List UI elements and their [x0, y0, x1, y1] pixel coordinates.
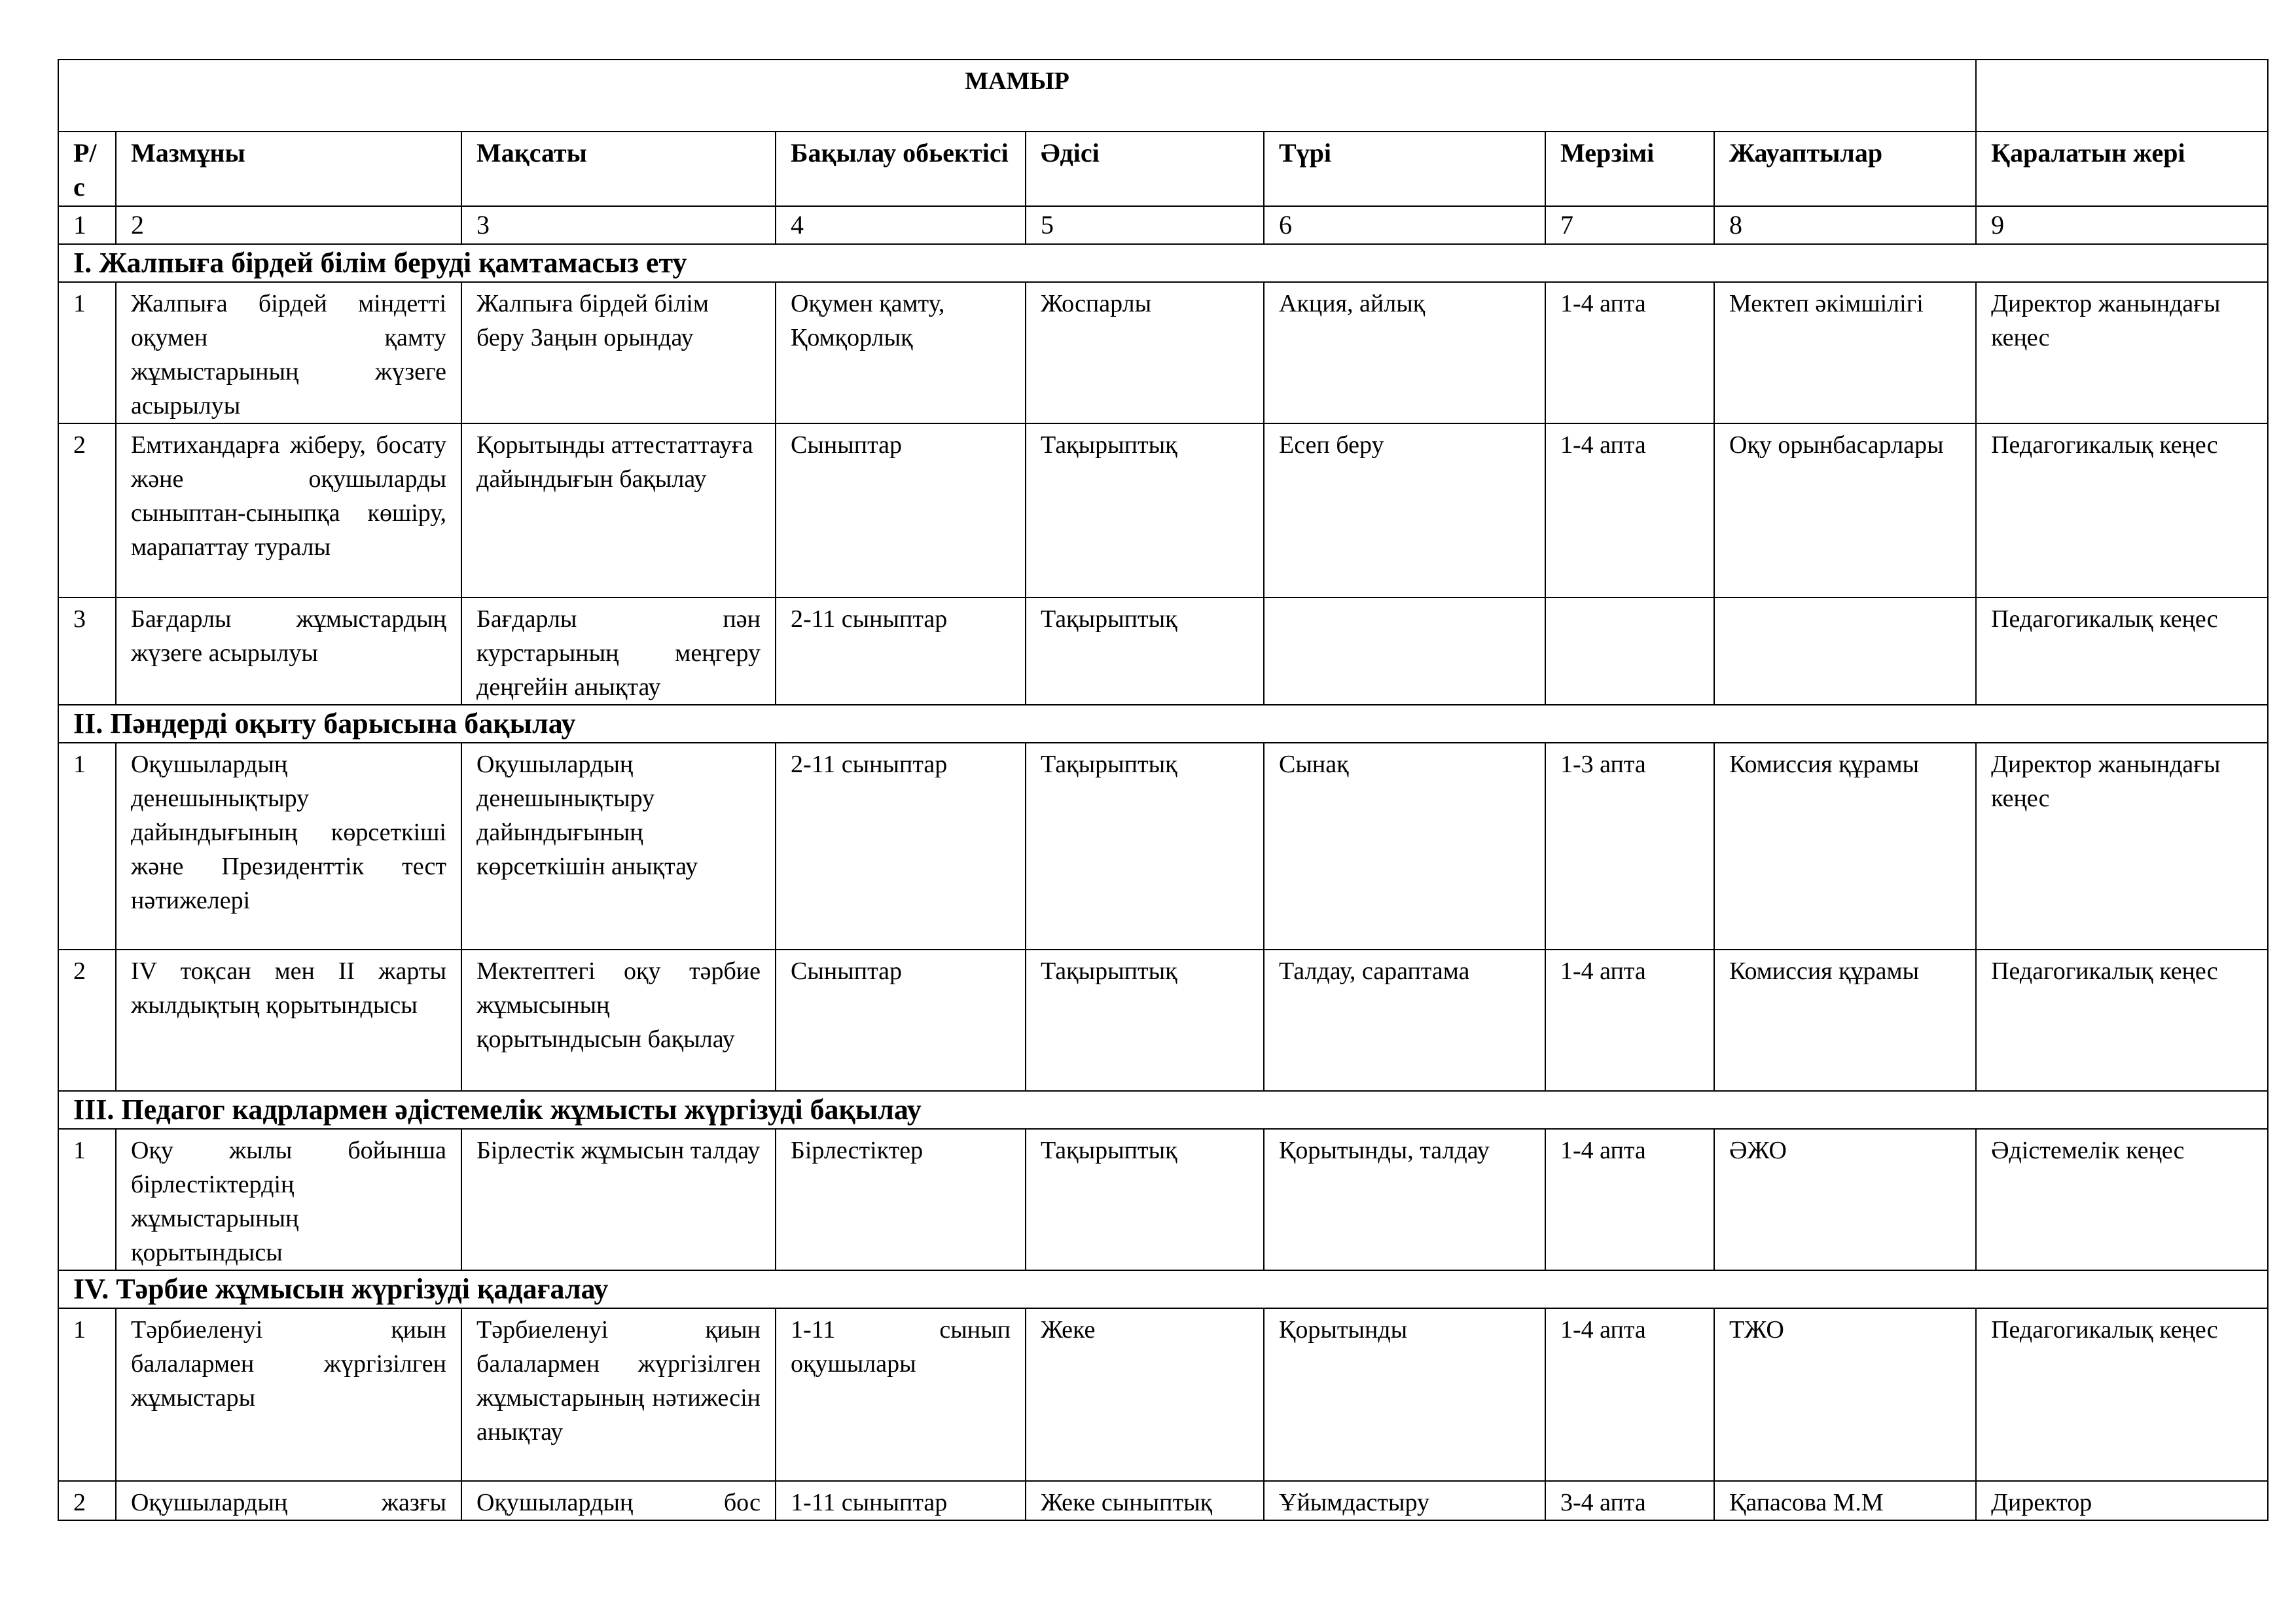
row-goal: Оқушылардың денешынықтыру дайындығының көрсеткішін анықтау: [461, 743, 776, 950]
row-goal: Бағдарлы пән курстарының меңгеру деңгейін анықтау: [461, 597, 776, 705]
row-type: [1264, 597, 1545, 705]
row-term: 1-4 апта: [1545, 1308, 1714, 1481]
row-content: Оқу жылы бойынша бірлестіктердің жұмыстарының қорытындысы: [116, 1129, 461, 1270]
header-content: Мазмұны: [116, 132, 461, 206]
header-method: Әдісі: [1026, 132, 1264, 206]
table-row: [58, 950, 2268, 1091]
column-number: 2: [116, 206, 461, 244]
row-method: Жеке сыныптық: [1026, 1481, 1264, 1520]
section-title: ІV. Тәрбие жұмысын жүргізуді қадағалау: [58, 1270, 2268, 1308]
row-place: Директор жанындағы кеңес: [1976, 282, 2268, 423]
row-term: 1-3 апта: [1545, 743, 1714, 950]
row-content: Жалпыға бірдей міндетті оқумен қамту жұмыстарының жүзеге асырылуы: [116, 282, 461, 423]
row-number: 1: [58, 1129, 116, 1270]
column-number: 7: [1545, 206, 1714, 244]
row-number: 2: [58, 950, 116, 1091]
row-content: Тәрбиеленуі қиын балалармен жүргізілген жұмыстары: [116, 1308, 461, 1481]
row-responsible: Мектеп әкімшілігі: [1714, 282, 1976, 423]
row-place: Педагогикалық кеңес: [1976, 423, 2268, 597]
row-term: 1-4 апта: [1545, 282, 1714, 423]
row-goal: Қорытынды аттестаттауға дайындығын бақылау: [461, 423, 776, 597]
row-term: 1-4 апта: [1545, 1129, 1714, 1270]
row-term: 3-4 апта: [1545, 1481, 1714, 1520]
row-type: Талдау, сараптама: [1264, 950, 1545, 1091]
row-type: Есеп беру: [1264, 423, 1545, 597]
row-content: Оқушылардың жазғы: [116, 1481, 461, 1520]
row-responsible: ӘЖО: [1714, 1129, 1976, 1270]
column-number: 3: [461, 206, 776, 244]
column-number: 5: [1026, 206, 1264, 244]
column-number: 4: [776, 206, 1026, 244]
header-num: Р/с: [58, 132, 116, 206]
row-place: Педагогикалық кеңес: [1976, 950, 2268, 1091]
row-method: Жоспарлы: [1026, 282, 1264, 423]
section-title: ІІІ. Педагог кадрлармен әдістемелік жұмысты жүргізуді бақылау: [58, 1091, 2268, 1129]
row-type: Ұйымдастыру: [1264, 1481, 1545, 1520]
row-place: Директор: [1976, 1481, 2268, 1520]
row-responsible: Қапасова М.М: [1714, 1481, 1976, 1520]
column-number: 1: [58, 206, 116, 244]
row-type: Қорытынды, талдау: [1264, 1129, 1545, 1270]
column-number: 6: [1264, 206, 1545, 244]
month-row-blank-cell: [1976, 60, 2268, 132]
row-goal: Бірлестік жұмысын талдау: [461, 1129, 776, 1270]
row-term: 1-4 апта: [1545, 950, 1714, 1091]
table-row: [58, 423, 2268, 597]
row-place: Педагогикалық кеңес: [1976, 1308, 2268, 1481]
row-content: Бағдарлы жұмыстардың жүзеге асырылуы: [116, 597, 461, 705]
row-method: Тақырыптық: [1026, 423, 1264, 597]
row-method: Тақырыптық: [1026, 743, 1264, 950]
row-object: Сыныптар: [776, 423, 1026, 597]
row-object: Оқумен қамту, Қомқорлық: [776, 282, 1026, 423]
row-type: Акция, айлық: [1264, 282, 1545, 423]
row-number: 2: [58, 1481, 116, 1520]
section-row: [58, 244, 2268, 282]
section-title: І. Жалпыға бірдей білім беруді қамтамасыз ету: [58, 244, 2268, 282]
control-plan-table: [58, 59, 2269, 1521]
row-object: 2-11 сыныптар: [776, 743, 1026, 950]
row-goal: Жалпыға бірдей білім беру Заңын орындау: [461, 282, 776, 423]
column-number-row: [58, 206, 2268, 244]
table-row: [58, 282, 2268, 423]
row-content: ІV тоқсан мен ІІ жарты жылдықтың қорытындысы: [116, 950, 461, 1091]
row-place: Директор жанындағы кеңес: [1976, 743, 2268, 950]
section-row: [58, 1270, 2268, 1308]
row-method: Тақырыптық: [1026, 597, 1264, 705]
header-type: Түрі: [1264, 132, 1545, 206]
row-object: 1-11 сыныптар: [776, 1481, 1026, 1520]
header-responsible: Жауаптылар: [1714, 132, 1976, 206]
row-place: Әдістемелік кеңес: [1976, 1129, 2268, 1270]
row-number: 1: [58, 743, 116, 950]
row-method: Тақырыптық: [1026, 950, 1264, 1091]
row-goal: Тәрбиеленуі қиын балалармен жүргізілген жұмыстарының нәтижесін анықтау: [461, 1308, 776, 1481]
row-content: Оқушылардың денешынықтыру дайындығының көрсеткіші және Президенттік тест нәтижелері: [116, 743, 461, 950]
row-number: 1: [58, 1308, 116, 1481]
row-method: Тақырыптық: [1026, 1129, 1264, 1270]
row-responsible: Комиссия құрамы: [1714, 950, 1976, 1091]
row-responsible: [1714, 597, 1976, 705]
row-responsible: Комиссия құрамы: [1714, 743, 1976, 950]
table-row: [58, 597, 2268, 705]
row-object: Сыныптар: [776, 950, 1026, 1091]
section-row: [58, 705, 2268, 743]
month-title: МАМЫР: [58, 60, 1976, 132]
header-object: Бақылау обьектісі: [776, 132, 1026, 206]
row-term: 1-4 апта: [1545, 423, 1714, 597]
section-title: ІІ. Пәндерді оқыту барысына бақылау: [58, 705, 2268, 743]
row-responsible: Оқу орынбасарлары: [1714, 423, 1976, 597]
table-row: [58, 1308, 2268, 1481]
row-responsible: ТЖО: [1714, 1308, 1976, 1481]
column-number: 9: [1976, 206, 2268, 244]
row-number: 3: [58, 597, 116, 705]
row-goal: Оқушылардың бос: [461, 1481, 776, 1520]
header-row: [58, 132, 2268, 206]
table-row: [58, 1481, 2268, 1520]
row-number: 1: [58, 282, 116, 423]
column-number: 8: [1714, 206, 1976, 244]
row-method: Жеке: [1026, 1308, 1264, 1481]
table-row: [58, 1129, 2268, 1270]
row-goal: Мектептегі оқу тәрбие жұмысының қорытындысын бақылау: [461, 950, 776, 1091]
row-content: Емтихандарға жіберу, босату және оқушыларды сыныптан-сыныпқа көшіру, марапаттау туралы: [116, 423, 461, 597]
table-row: [58, 743, 2268, 950]
row-object: 2-11 сыныптар: [776, 597, 1026, 705]
section-row: [58, 1091, 2268, 1129]
row-object: 1-11 сынып оқушылары: [776, 1308, 1026, 1481]
header-place: Қаралатын жері: [1976, 132, 2268, 206]
row-place: Педагогикалық кеңес: [1976, 597, 2268, 705]
header-goal: Мақсаты: [461, 132, 776, 206]
row-number: 2: [58, 423, 116, 597]
header-term: Мерзімі: [1545, 132, 1714, 206]
row-term: [1545, 597, 1714, 705]
month-row: [58, 60, 2268, 132]
row-type: Сынақ: [1264, 743, 1545, 950]
row-object: Бірлестіктер: [776, 1129, 1026, 1270]
row-type: Қорытынды: [1264, 1308, 1545, 1481]
